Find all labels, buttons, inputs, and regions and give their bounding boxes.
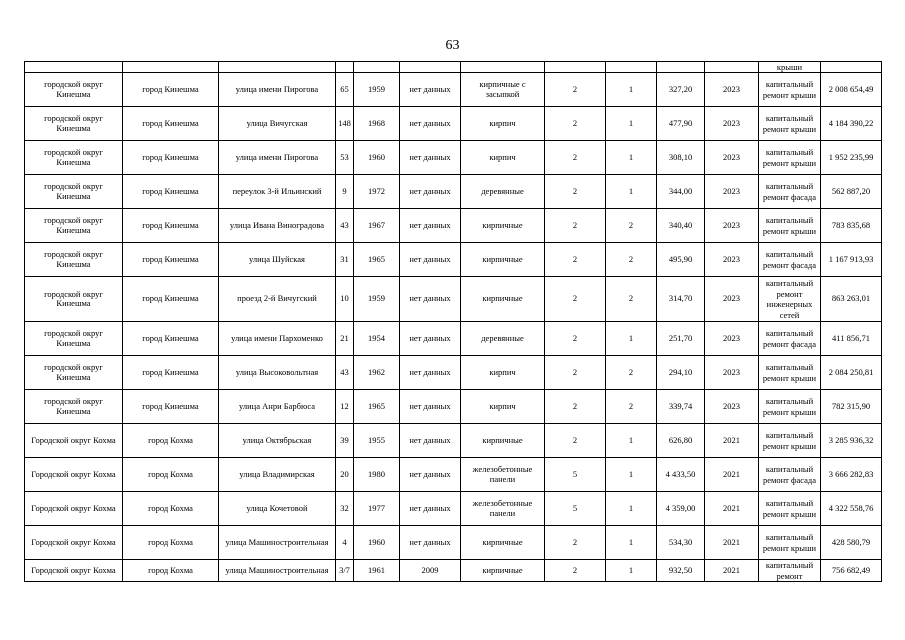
street-cell: улица Кочетовой (219, 492, 336, 526)
street-cell: улица имени Пирогова (219, 73, 336, 107)
entrances-cell: 1 (606, 73, 657, 107)
street-cell: улица Владимирская (219, 458, 336, 492)
build-year-cell: 1955 (354, 424, 400, 458)
empty-cell (400, 62, 461, 73)
area-cell: 308,10 (657, 141, 705, 175)
floors-cell: 2 (545, 141, 606, 175)
district-cell: городской округ Кинешма (25, 277, 123, 322)
work-type-text: капитальный ремонт крыши (762, 79, 817, 100)
district-cell: городской округ Кинешма (25, 73, 123, 107)
work-type-text: капитальный ремонт крыши (762, 215, 817, 236)
work-type-text: капитальный ремонт крыши (762, 362, 817, 383)
entrances-cell: 1 (606, 107, 657, 141)
floors-cell: 2 (545, 73, 606, 107)
house-number-cell: 9 (336, 175, 354, 209)
floors-cell: 2 (545, 424, 606, 458)
last-repair-cell: нет данных (400, 356, 461, 390)
area-cell: 626,80 (657, 424, 705, 458)
work-type-text: капитальный ремонт крыши (762, 113, 817, 134)
repair-year-cell: 2023 (705, 322, 759, 356)
wall-material-cell: кирпич (461, 390, 545, 424)
build-year-cell: 1961 (354, 560, 400, 582)
area-cell: 477,90 (657, 107, 705, 141)
last-repair-cell: нет данных (400, 175, 461, 209)
area-cell: 4 433,50 (657, 458, 705, 492)
wall-material-cell: железобетонные панели (461, 492, 545, 526)
entrances-cell: 1 (606, 175, 657, 209)
city-cell: город Кинешма (123, 356, 219, 390)
work-type-cell (759, 458, 821, 492)
cost-cell: 4 184 390,22 (821, 107, 882, 141)
work-type-cell (759, 107, 821, 141)
table-row (25, 492, 882, 526)
wall-material-cell: кирпичные (461, 209, 545, 243)
entrances-cell: 2 (606, 390, 657, 424)
house-number-cell: 3/7 (336, 560, 354, 582)
table-row (25, 175, 882, 209)
table-row (25, 526, 882, 560)
city-cell: город Кинешма (123, 73, 219, 107)
housing-repair-table (24, 61, 882, 582)
cost-cell: 783 835,68 (821, 209, 882, 243)
floors-cell: 2 (545, 175, 606, 209)
build-year-cell: 1954 (354, 322, 400, 356)
street-cell: улица имени Пирогова (219, 141, 336, 175)
cost-cell: 1 952 235,99 (821, 141, 882, 175)
floors-cell: 5 (545, 458, 606, 492)
repair-year-cell: 2023 (705, 356, 759, 390)
house-number-cell: 32 (336, 492, 354, 526)
empty-cell (606, 62, 657, 73)
street-cell: улица Шуйская (219, 243, 336, 277)
district-cell: городской округ Кинешма (25, 390, 123, 424)
empty-cell (336, 62, 354, 73)
district-cell: Городской округ Кохма (25, 424, 123, 458)
floors-cell: 2 (545, 560, 606, 582)
build-year-cell: 1967 (354, 209, 400, 243)
work-type-cell (759, 175, 821, 209)
street-cell: улица Высоковольтная (219, 356, 336, 390)
last-repair-cell: нет данных (400, 141, 461, 175)
empty-cell (705, 62, 759, 73)
table-row (25, 243, 882, 277)
wall-material-cell: деревянные (461, 175, 545, 209)
district-cell: городской округ Кинешма (25, 322, 123, 356)
entrances-cell: 2 (606, 277, 657, 322)
street-cell: улица Вичугская (219, 107, 336, 141)
cost-cell: 863 263,01 (821, 277, 882, 322)
district-cell: городской округ Кинешма (25, 209, 123, 243)
empty-cell (821, 62, 882, 73)
table-row (25, 356, 882, 390)
city-cell: город Кинешма (123, 390, 219, 424)
last-repair-cell: нет данных (400, 209, 461, 243)
last-repair-cell: нет данных (400, 492, 461, 526)
entrances-cell: 1 (606, 322, 657, 356)
work-type-text: капитальный ремонт фасада (762, 328, 817, 349)
table-row (25, 458, 882, 492)
district-cell: городской округ Кинешма (25, 141, 123, 175)
empty-cell (25, 62, 123, 73)
repair-year-cell: 2023 (705, 277, 759, 322)
street-cell: улица имени Пархоменко (219, 322, 336, 356)
entrances-cell: 2 (606, 243, 657, 277)
repair-year-cell: 2023 (705, 209, 759, 243)
repair-year-cell: 2021 (705, 560, 759, 582)
house-number-cell: 39 (336, 424, 354, 458)
wall-material-cell: деревянные (461, 322, 545, 356)
wall-material-cell: кирпичные (461, 277, 545, 322)
district-cell: городской округ Кинешма (25, 356, 123, 390)
floors-cell: 2 (545, 243, 606, 277)
empty-cell (545, 62, 606, 73)
wall-material-cell: кирпич (461, 141, 545, 175)
work-type-cell (759, 424, 821, 458)
city-cell: город Кинешма (123, 243, 219, 277)
work-type-cell (759, 526, 821, 560)
repair-year-cell: 2023 (705, 73, 759, 107)
work-type-cell (759, 356, 821, 390)
entrances-cell: 1 (606, 141, 657, 175)
work-type-text: капитальный ремонт крыши (762, 147, 817, 168)
work-type-text: капитальный ремонт фасада (762, 181, 817, 202)
floors-cell: 2 (545, 390, 606, 424)
district-cell: городской округ Кинешма (25, 107, 123, 141)
street-cell: улица Октябрьская (219, 424, 336, 458)
work-type-text: капитальный ремонт крыши (762, 532, 817, 553)
city-cell: город Кохма (123, 424, 219, 458)
work-type-text: капитальный ремонт крыши (762, 396, 817, 417)
entrances-cell: 2 (606, 209, 657, 243)
empty-cell (219, 62, 336, 73)
last-repair-cell: нет данных (400, 73, 461, 107)
work-type-text: капитальный ремонт фасада (762, 249, 817, 270)
house-number-cell: 43 (336, 356, 354, 390)
city-cell: город Кохма (123, 526, 219, 560)
cost-cell: 2 084 250,81 (821, 356, 882, 390)
work-type-cell (759, 390, 821, 424)
area-cell: 251,70 (657, 322, 705, 356)
street-cell: улица Ивана Виноградова (219, 209, 336, 243)
build-year-cell: 1962 (354, 356, 400, 390)
wall-material-cell: кирпичные (461, 243, 545, 277)
empty-cell (657, 62, 705, 73)
last-repair-cell: нет данных (400, 424, 461, 458)
work-type-cell (759, 243, 821, 277)
area-cell: 294,10 (657, 356, 705, 390)
district-cell: Городской округ Кохма (25, 560, 123, 582)
cost-cell: 411 856,71 (821, 322, 882, 356)
floors-cell: 2 (545, 209, 606, 243)
repair-year-cell: 2021 (705, 526, 759, 560)
build-year-cell: 1965 (354, 390, 400, 424)
wall-material-cell: кирпичные (461, 560, 545, 582)
continued-work-cell: крыши (759, 62, 821, 73)
repair-year-cell: 2021 (705, 424, 759, 458)
last-repair-cell: нет данных (400, 322, 461, 356)
city-cell: город Кинешма (123, 175, 219, 209)
table-row (25, 209, 882, 243)
street-cell: проезд 2-й Вичугский (219, 277, 336, 322)
district-cell: Городской округ Кохма (25, 492, 123, 526)
work-type-cell (759, 277, 821, 322)
city-cell: город Кохма (123, 458, 219, 492)
entrances-cell: 2 (606, 356, 657, 390)
empty-cell (123, 62, 219, 73)
table-row (25, 390, 882, 424)
entrances-cell: 1 (606, 424, 657, 458)
work-type-text: капитальный ремонт крыши (762, 498, 817, 519)
build-year-cell: 1960 (354, 141, 400, 175)
area-cell: 534,30 (657, 526, 705, 560)
empty-cell (354, 62, 400, 73)
repair-year-cell: 2023 (705, 107, 759, 141)
city-cell: город Кинешма (123, 141, 219, 175)
wall-material-cell: кирпич (461, 356, 545, 390)
area-cell: 4 359,00 (657, 492, 705, 526)
house-number-cell: 21 (336, 322, 354, 356)
house-number-cell: 53 (336, 141, 354, 175)
area-cell: 340,40 (657, 209, 705, 243)
work-type-cell (759, 209, 821, 243)
repair-year-cell: 2023 (705, 390, 759, 424)
street-cell: улица Машиностроительная (219, 560, 336, 582)
build-year-cell: 1980 (354, 458, 400, 492)
work-type-cell (759, 141, 821, 175)
street-cell: улица Анри Барбюса (219, 390, 336, 424)
entrances-cell: 1 (606, 458, 657, 492)
area-cell: 932,50 (657, 560, 705, 582)
floors-cell: 2 (545, 277, 606, 322)
city-cell: город Кохма (123, 492, 219, 526)
repair-year-cell: 2023 (705, 243, 759, 277)
floors-cell: 5 (545, 492, 606, 526)
table-row (25, 141, 882, 175)
last-repair-cell: 2009 (400, 560, 461, 582)
city-cell: город Кинешма (123, 322, 219, 356)
house-number-cell: 31 (336, 243, 354, 277)
work-type-text: капитальный ремонт крыши (762, 430, 817, 451)
cost-cell: 3 285 936,32 (821, 424, 882, 458)
street-cell: улица Машиностроительная (219, 526, 336, 560)
area-cell: 495,90 (657, 243, 705, 277)
cost-cell: 782 315,90 (821, 390, 882, 424)
table-row (25, 107, 882, 141)
last-repair-cell: нет данных (400, 243, 461, 277)
repair-year-cell: 2023 (705, 175, 759, 209)
work-type-cell (759, 492, 821, 526)
floors-cell: 2 (545, 107, 606, 141)
cost-cell: 756 682,49 (821, 560, 882, 582)
wall-material-cell: кирпич (461, 107, 545, 141)
table-row (25, 277, 882, 322)
repair-year-cell: 2021 (705, 492, 759, 526)
house-number-cell: 148 (336, 107, 354, 141)
wall-material-cell: кирпичные (461, 424, 545, 458)
last-repair-cell: нет данных (400, 526, 461, 560)
house-number-cell: 10 (336, 277, 354, 322)
city-cell: город Кохма (123, 560, 219, 582)
floors-cell: 2 (545, 356, 606, 390)
wall-material-cell: кирпичные (461, 526, 545, 560)
cost-cell: 4 322 558,76 (821, 492, 882, 526)
cost-cell: 2 008 654,49 (821, 73, 882, 107)
house-number-cell: 65 (336, 73, 354, 107)
wall-material-cell: кирпичные с засыпкой (461, 73, 545, 107)
cost-cell: 562 887,20 (821, 175, 882, 209)
entrances-cell: 1 (606, 492, 657, 526)
house-number-cell: 4 (336, 526, 354, 560)
table-row (25, 560, 882, 582)
city-cell: город Кинешма (123, 209, 219, 243)
last-repair-cell: нет данных (400, 107, 461, 141)
work-type-cell (759, 560, 821, 582)
last-repair-cell: нет данных (400, 458, 461, 492)
area-cell: 314,70 (657, 277, 705, 322)
last-repair-cell: нет данных (400, 277, 461, 322)
repair-year-cell: 2023 (705, 141, 759, 175)
cost-cell: 3 666 282,83 (821, 458, 882, 492)
district-cell: городской округ Кинешма (25, 175, 123, 209)
work-type-text: капитальный ремонт (765, 560, 814, 581)
continuation-row (25, 62, 882, 73)
street-cell: переулок 3-й Ильинский (219, 175, 336, 209)
repair-year-cell: 2021 (705, 458, 759, 492)
build-year-cell: 1960 (354, 526, 400, 560)
floors-cell: 2 (545, 526, 606, 560)
table-row (25, 73, 882, 107)
build-year-cell: 1959 (354, 73, 400, 107)
build-year-cell: 1972 (354, 175, 400, 209)
area-cell: 344,00 (657, 175, 705, 209)
cost-cell: 1 167 913,93 (821, 243, 882, 277)
floors-cell: 2 (545, 322, 606, 356)
work-type-text: капитальный ремонт фасада (762, 464, 817, 485)
house-number-cell: 43 (336, 209, 354, 243)
city-cell: город Кинешма (123, 277, 219, 322)
work-type-cell (759, 73, 821, 107)
district-cell: Городской округ Кохма (25, 526, 123, 560)
build-year-cell: 1977 (354, 492, 400, 526)
entrances-cell: 1 (606, 526, 657, 560)
wall-material-cell: железобетонные панели (461, 458, 545, 492)
table-row (25, 322, 882, 356)
page-number: 63 (445, 38, 460, 53)
district-cell: Городской округ Кохма (25, 458, 123, 492)
cost-cell: 428 580,79 (821, 526, 882, 560)
work-type-text: капитальный ремонт инженерных сетей (765, 278, 814, 320)
empty-cell (461, 62, 545, 73)
table-body (25, 62, 882, 582)
district-cell: городской округ Кинешма (25, 243, 123, 277)
build-year-cell: 1968 (354, 107, 400, 141)
area-cell: 339,74 (657, 390, 705, 424)
table-row (25, 424, 882, 458)
area-cell: 327,20 (657, 73, 705, 107)
last-repair-cell: нет данных (400, 390, 461, 424)
house-number-cell: 20 (336, 458, 354, 492)
work-type-cell (759, 322, 821, 356)
entrances-cell: 1 (606, 560, 657, 582)
house-number-cell: 12 (336, 390, 354, 424)
build-year-cell: 1959 (354, 277, 400, 322)
build-year-cell: 1965 (354, 243, 400, 277)
city-cell: город Кинешма (123, 107, 219, 141)
